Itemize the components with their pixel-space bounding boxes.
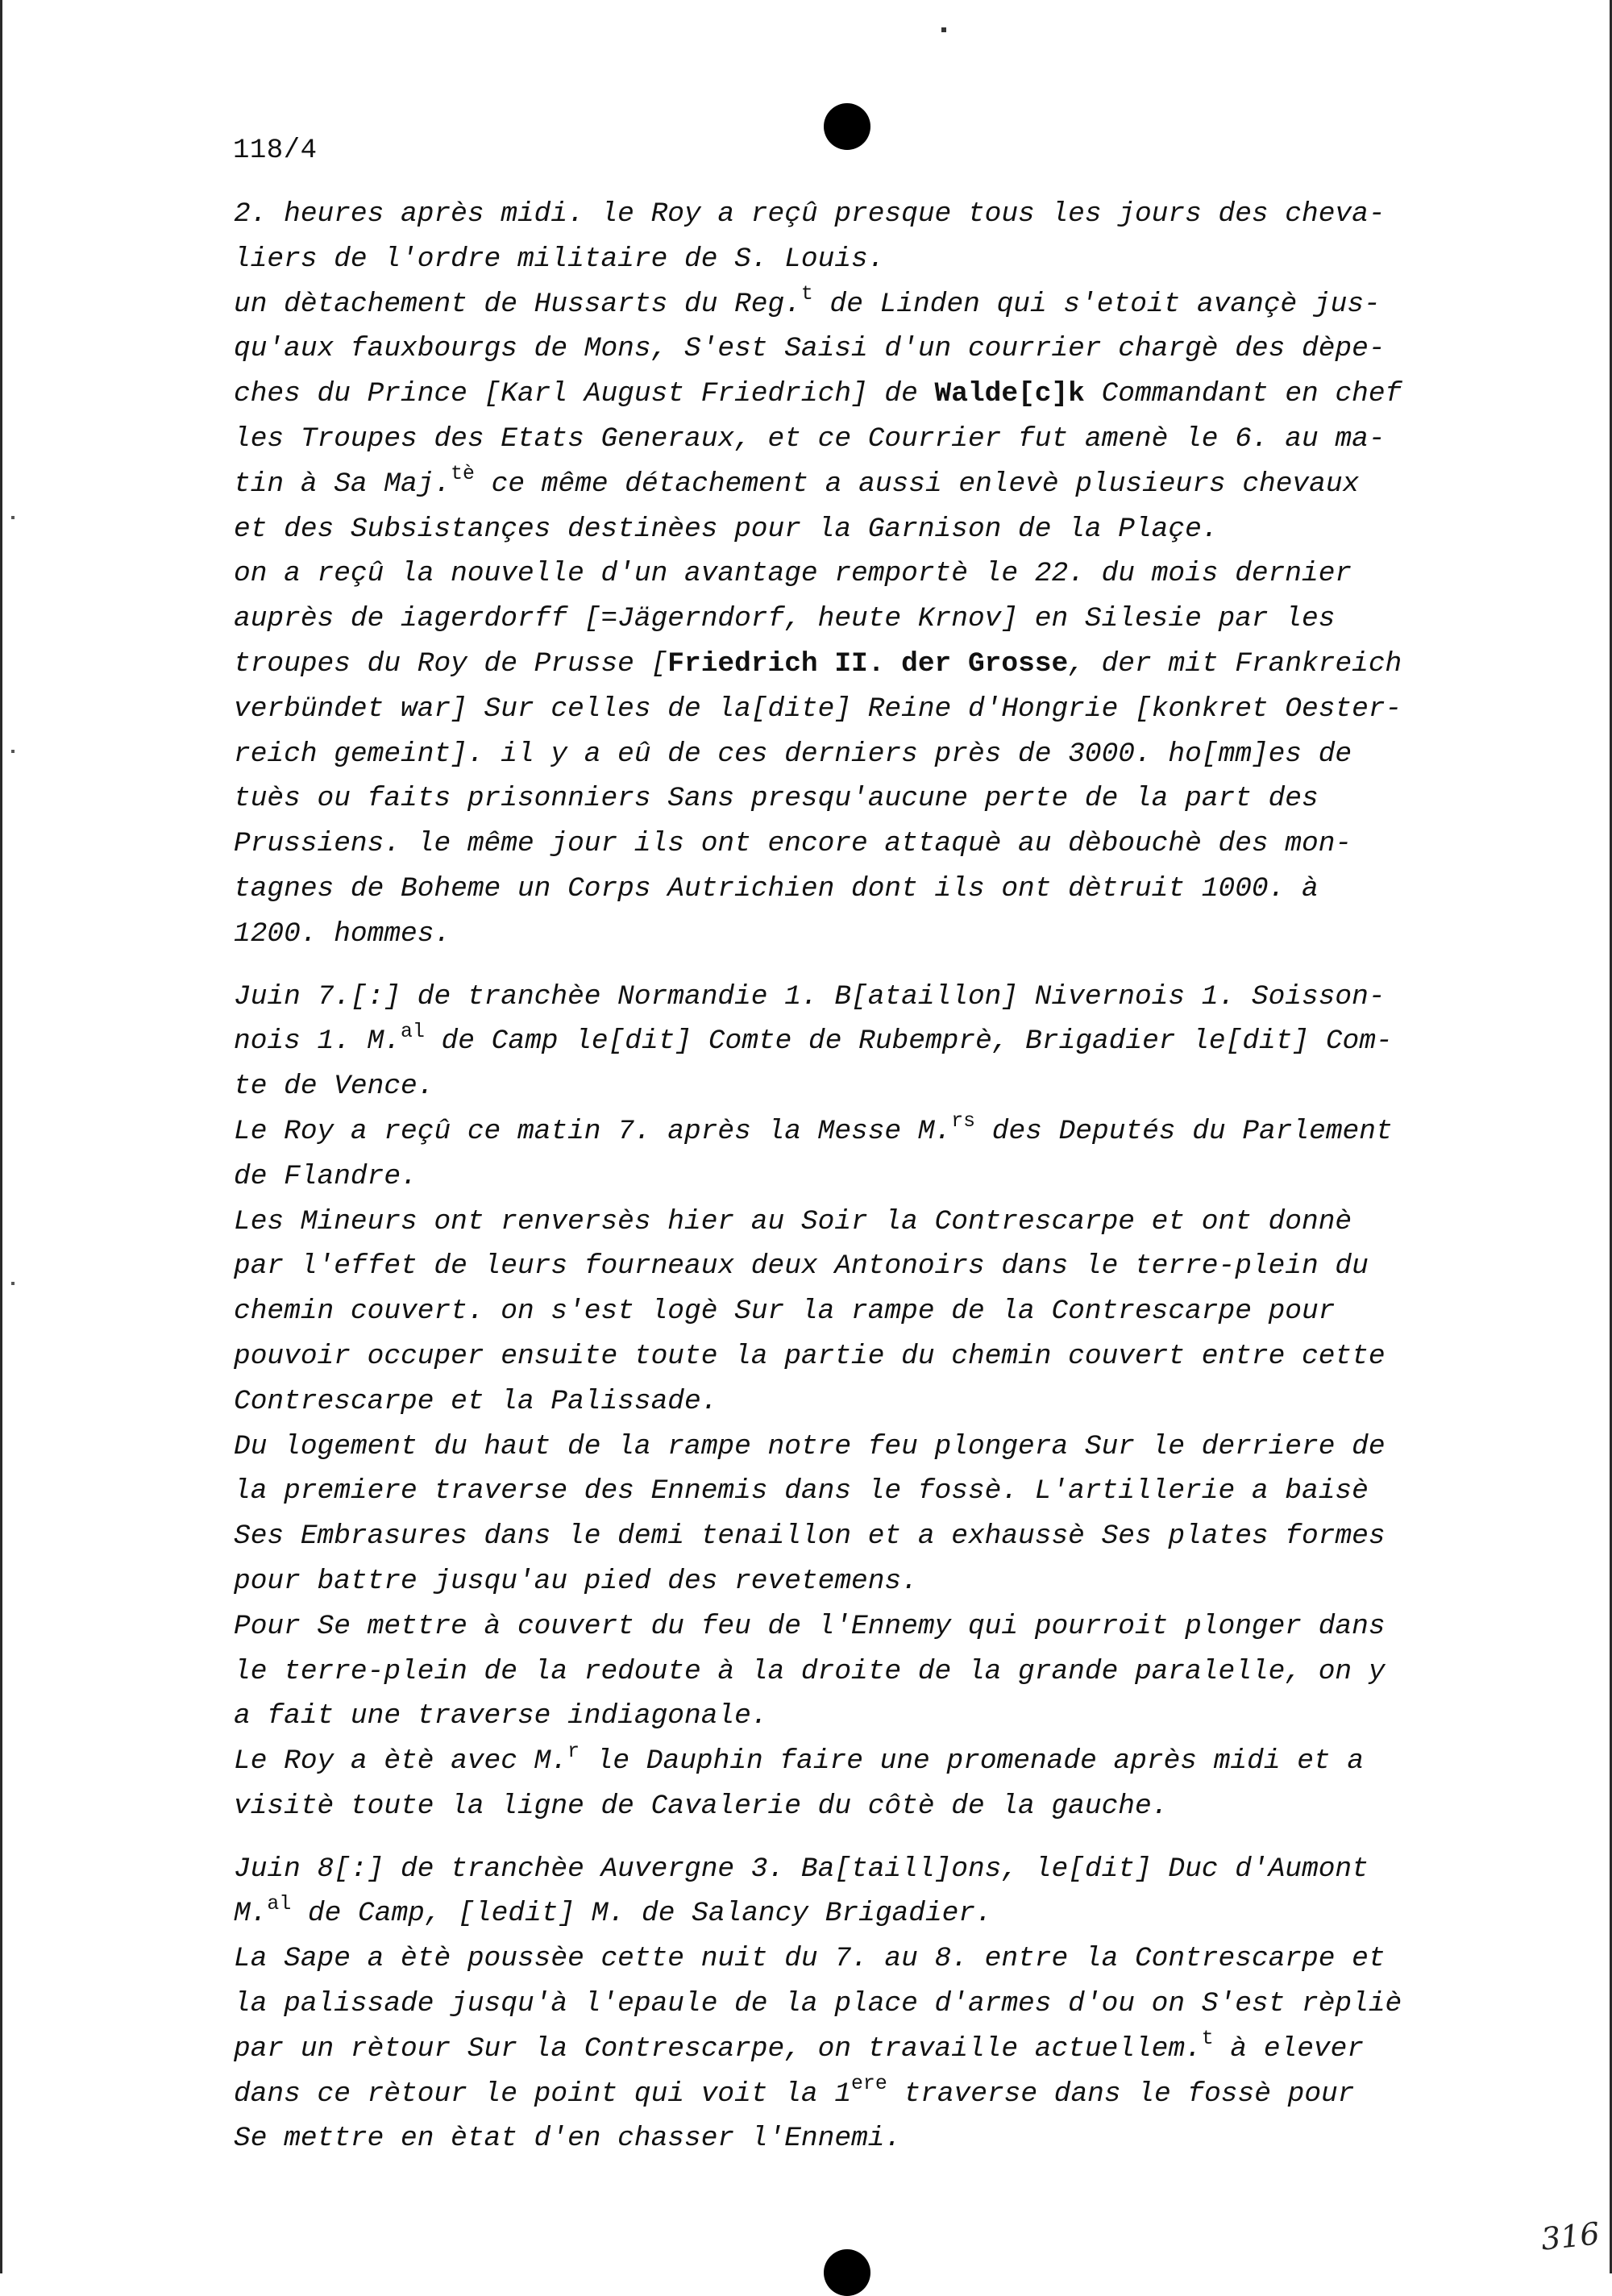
line-text: Le Roy a ètè avec M. — [234, 1745, 568, 1778]
line-text: tuès ou faits prisonniers Sans presqu'aucune perte de la part des — [234, 783, 1319, 815]
text-line — [234, 2027, 1491, 2072]
line-text: ches du Prince [Karl August Friedrich] de — [234, 378, 935, 410]
line-text: La Sape a ètè poussèe cette nuit du 7. au 8. entre la Contrescarpe et — [234, 1943, 1386, 1975]
text-line — [234, 1559, 1491, 1604]
text-line — [234, 776, 1491, 821]
text-line — [234, 372, 1491, 417]
paragraph-gap — [234, 957, 1491, 975]
line-text-continued: , der mit Frankreich — [1068, 647, 1402, 680]
line-text: les Troupes des Etats Generaux, et ce Courrier fut amenè le 6. au ma- — [234, 422, 1386, 455]
line-text: pour battre jusqu'au pied des revetemens. — [234, 1565, 918, 1597]
text-line — [234, 1694, 1491, 1739]
text-line — [234, 687, 1491, 732]
text-line — [234, 1289, 1491, 1334]
text-line — [234, 507, 1491, 552]
text-line — [234, 462, 1491, 507]
superscript: t — [800, 283, 813, 306]
text-line — [234, 1847, 1491, 1892]
line-text: par l'effet de leurs fourneaux deux Antonoirs dans le terre-plein du — [234, 1250, 1369, 1283]
superscript: ere — [851, 2073, 887, 2096]
line-text: reich gemeint]. il y a eû de ces derniers près de 3000. ho[mm]es de — [234, 738, 1352, 770]
superscript: r — [567, 1740, 580, 1763]
scan-speck — [941, 27, 946, 32]
folio-number: 316 — [1539, 2215, 1602, 2257]
line-text: M. — [234, 1898, 268, 1930]
line-text: pouvoir occuper ensuite toute la partie du chemin couvert entre cette — [234, 1340, 1386, 1372]
line-text: 2. heures après midi. le Roy a reçû presque tous les jours des cheva- — [234, 198, 1386, 230]
text-line — [234, 1200, 1491, 1245]
line-text-continued: de Camp le[dit] Comte de Rubemprè, Brigadier le[dit] Com- — [424, 1025, 1393, 1058]
line-text: de Flandre. — [234, 1160, 418, 1192]
line-text-continued: de Linden qui s'etoit avançè jus- — [812, 288, 1381, 320]
text-line — [234, 1425, 1491, 1470]
text-line — [234, 1982, 1491, 2027]
margin-mark — [11, 750, 15, 753]
text-line — [234, 2072, 1491, 2117]
line-text: la premiere traverse des Ennemis dans le fossè. L'artillerie a baisè — [234, 1475, 1369, 1508]
line-text: qu'aux fauxbourgs de Mons, S'est Saisi d'un courrier chargè des dèpe- — [234, 333, 1386, 365]
line-text: Se mettre en ètat d'en chasser l'Ennemi. — [234, 2123, 902, 2155]
line-text-continued: Commandant en chef — [1084, 378, 1402, 410]
text-line — [234, 1334, 1491, 1379]
line-text: tin à Sa Maj. — [234, 468, 451, 500]
line-text: tagnes de Boheme un Corps Autrichien dont ils ont dètruit 1000. à — [234, 872, 1319, 905]
text-line — [234, 1154, 1491, 1200]
line-text: auprès de iagerdorff [=Jägerndorf, heute Krnov] en Silesie par les — [234, 603, 1336, 635]
bold-name: Walde[c]k — [934, 378, 1085, 410]
line-text: Prussiens. le même jour ils ont encore attaquè au dèbouchè des mon- — [234, 828, 1352, 860]
margin-mark — [11, 1282, 15, 1285]
line-text: liers de l'ordre militaire de S. Louis. — [234, 243, 885, 275]
punch-hole-bottom — [824, 2249, 870, 2296]
line-text: le terre-plein de la redoute à la droite de la grande paralelle, on y — [234, 1655, 1386, 1687]
line-text: Le Roy a reçû ce matin 7. après la Messe M. — [234, 1115, 952, 1147]
punch-hole-top — [824, 103, 870, 150]
bold-name: Friedrich II. der Grosse — [667, 647, 1069, 680]
line-text-continued: des Deputés du Parlement — [975, 1115, 1393, 1147]
line-text: et des Subsistançes destinèes pour la Garnison de la Plaçe. — [234, 513, 1219, 545]
page-reference: 118/4 — [233, 135, 318, 166]
text-line — [234, 1244, 1491, 1289]
line-text: nois 1. M. — [234, 1025, 401, 1058]
text-line — [234, 2116, 1491, 2161]
superscript: tè — [451, 463, 475, 486]
scan-edge-left — [0, 0, 2, 2273]
text-line — [234, 597, 1491, 642]
superscript: t — [1201, 2028, 1214, 2051]
text-line — [234, 821, 1491, 867]
text-line — [234, 1109, 1491, 1154]
line-text: Juin 8[:] de tranchèe Auvergne 3. Ba[taill]ons, le[dit] Duc d'Aumont — [234, 1853, 1369, 1885]
text-line — [234, 1064, 1491, 1109]
line-text: un dètachement de Hussarts du Reg. — [234, 288, 801, 320]
line-text-continued: traverse dans le fossè pour — [887, 2078, 1355, 2110]
text-line — [234, 551, 1491, 597]
line-text: dans ce rètour le point qui voit la 1 — [234, 2078, 852, 2110]
superscript: rs — [951, 1110, 976, 1133]
line-text: Pour Se mettre à couvert du feu de l'Ennemy qui pourroit plonger dans — [234, 1610, 1386, 1642]
text-line — [234, 1514, 1491, 1559]
line-text: Ses Embrasures dans le demi tenaillon et a exhaussè Ses plates formes — [234, 1520, 1386, 1553]
text-line — [234, 732, 1491, 777]
text-line — [234, 867, 1491, 912]
text-line — [234, 1019, 1491, 1064]
margin-mark — [11, 516, 15, 519]
line-text: chemin couvert. on s'est logè Sur la rampe de la Contrescarpe pour — [234, 1296, 1336, 1328]
text-line — [234, 1604, 1491, 1649]
text-line — [234, 282, 1491, 327]
line-text-continued: à elever — [1213, 2032, 1365, 2065]
text-line — [234, 912, 1491, 957]
text-line — [234, 642, 1491, 687]
line-text-continued: de Camp, [ledit] M. de Salancy Brigadier. — [291, 1898, 992, 1930]
text-line — [234, 975, 1491, 1020]
line-text: Juin 7.[:] de tranchèe Normandie 1. B[ataillon] Nivernois 1. Soisson- — [234, 980, 1386, 1013]
text-line — [234, 1739, 1491, 1784]
text-line — [234, 1936, 1491, 1982]
superscript: al — [267, 1893, 292, 1915]
text-line — [234, 1891, 1491, 1936]
text-line — [234, 327, 1491, 372]
line-text: on a reçû la nouvelle d'un avantage remportè le 22. du mois dernier — [234, 558, 1352, 590]
text-line — [234, 1784, 1491, 1829]
line-text: Les Mineurs ont renversès hier au Soir la Contrescarpe et ont donnè — [234, 1205, 1352, 1237]
line-text: la palissade jusqu'à l'epaule de la place d'armes d'ou on S'est rèpliè — [234, 1988, 1402, 2020]
line-text: Du logement du haut de la rampe notre feu plongera Sur le derriere de — [234, 1430, 1386, 1462]
text-line — [234, 237, 1491, 282]
superscript: al — [401, 1020, 425, 1043]
line-text: te de Vence. — [234, 1071, 434, 1103]
line-text: par un rètour Sur la Contrescarpe, on travaille actuellem. — [234, 2032, 1202, 2065]
line-text: 1200. hommes. — [234, 917, 451, 950]
document-body — [234, 192, 1491, 2161]
line-text-continued: le Dauphin faire une promenade après midi et a — [579, 1745, 1365, 1778]
line-text: verbündet war] Sur celles de la[dite] Reine d'Hongrie [konkret Oester- — [234, 693, 1402, 725]
line-text: Contrescarpe et la Palissade. — [234, 1385, 718, 1417]
text-line — [234, 417, 1491, 462]
text-line — [234, 192, 1491, 237]
text-line — [234, 1379, 1491, 1425]
text-line — [234, 1469, 1491, 1514]
line-text: visitè toute la ligne de Cavalerie du côtè de la gauche. — [234, 1790, 1169, 1822]
line-text: troupes du Roy de Prusse [ — [234, 647, 668, 680]
line-text: a fait une traverse indiagonale. — [234, 1700, 768, 1732]
paragraph-gap — [234, 1829, 1491, 1847]
line-text-continued: ce même détachement a aussi enlevè plusieurs chevaux — [474, 468, 1360, 500]
text-line — [234, 1649, 1491, 1695]
